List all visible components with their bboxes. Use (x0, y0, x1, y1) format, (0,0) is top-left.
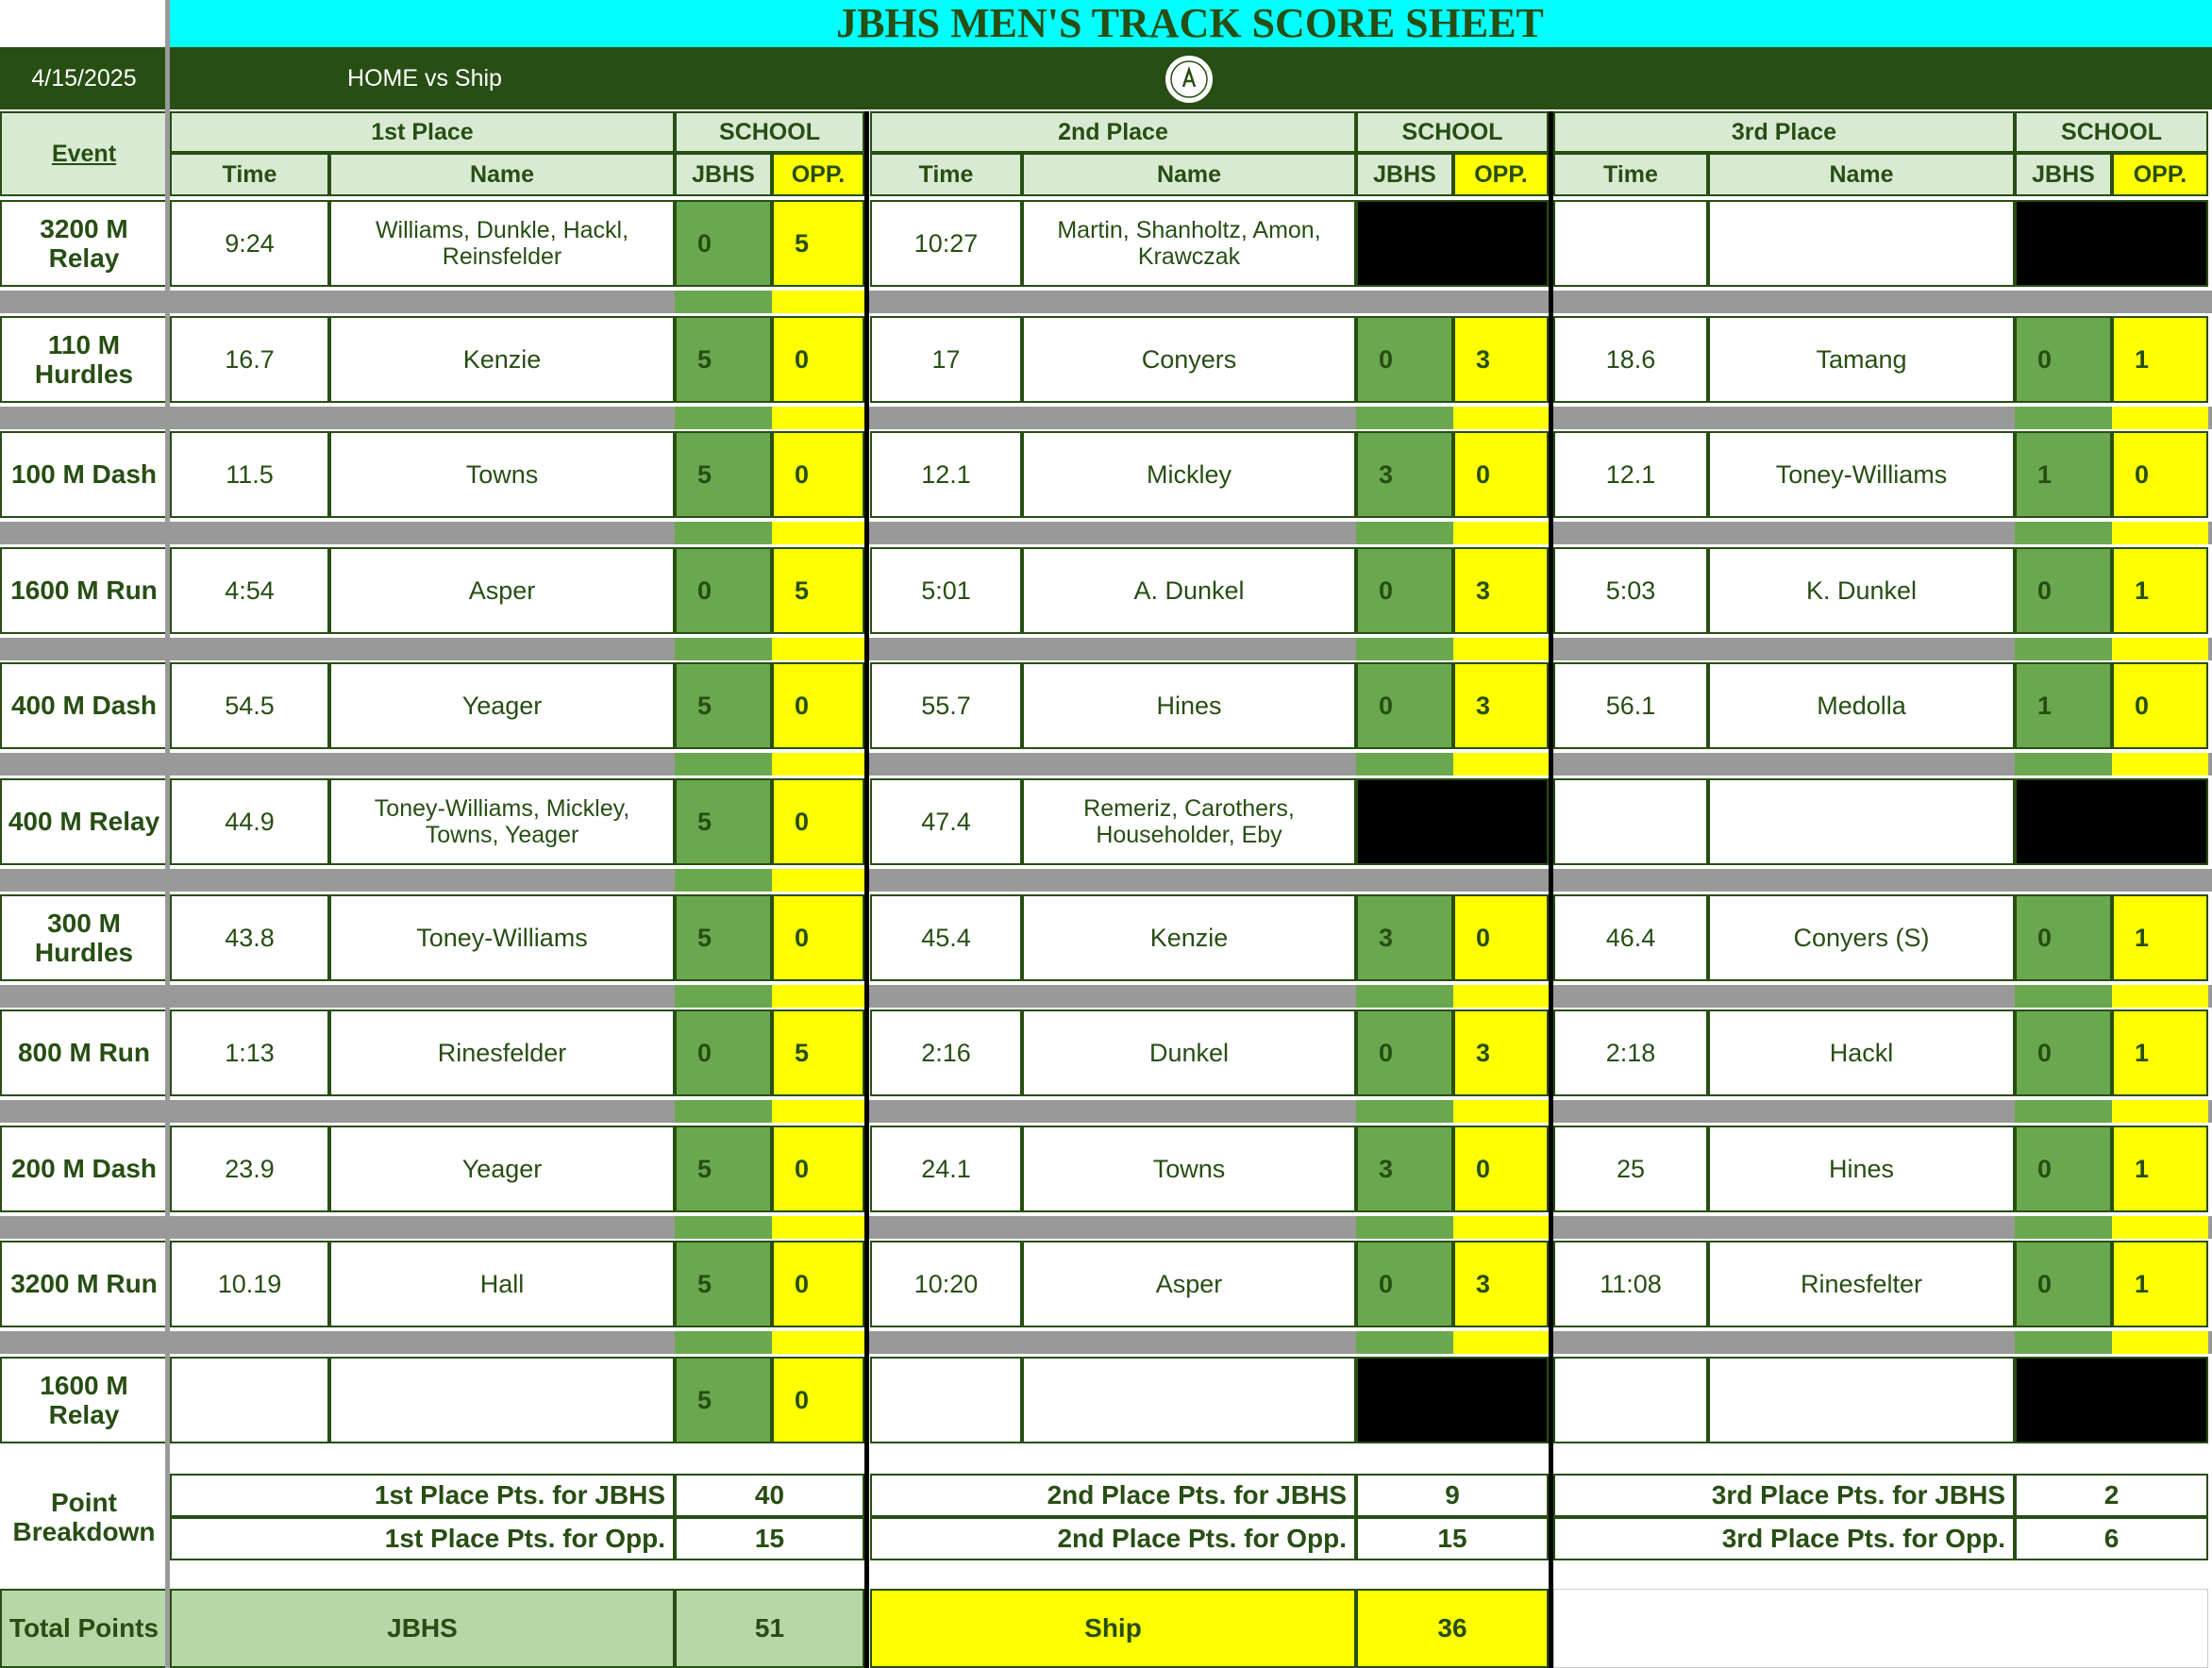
place-3-jbhs-points: 0 (2015, 547, 2112, 634)
separator-jbhs (1356, 407, 1453, 429)
place-3-jbhs-points: 0 (2015, 316, 2112, 403)
column-divider (864, 111, 869, 1668)
separator-jbhs (2015, 638, 2112, 660)
row-separator (0, 1100, 2212, 1123)
place-1-time: 1:13 (170, 1009, 329, 1096)
place-2-opp-points: 3 (1453, 547, 1549, 634)
place-3-name: K. Dunkel (1708, 547, 2015, 634)
place-1-name: Yeager (329, 1126, 675, 1212)
separator-opp (2112, 1100, 2208, 1123)
separator-jbhs (1356, 1331, 1453, 1354)
place-2-time: 12.1 (870, 431, 1022, 518)
total-empty-area (1553, 1589, 2208, 1668)
place-1-time: 4:54 (170, 547, 329, 634)
place-1-name: Rinesfelder (329, 1009, 675, 1096)
place-3-opp-points: 1 (2112, 894, 2208, 981)
place-3-opp-points: 1 (2112, 316, 2208, 403)
column-divider (165, 0, 170, 1668)
place-2-opp-points: 3 (1453, 1241, 1549, 1327)
p2n-name-header: Name (1022, 153, 1356, 196)
place-3-time: 18.6 (1553, 316, 1708, 403)
place-1-opp-points: 0 (772, 894, 864, 981)
separator-jbhs (2015, 407, 2112, 429)
place-1-time: 44.9 (170, 778, 329, 865)
place-3-score-blocked (2015, 200, 2208, 287)
breakdown-p1-jbhs-label: 1st Place Pts. for JBHS (170, 1474, 675, 1517)
breakdown-p2-opp-value: 15 (1356, 1517, 1549, 1560)
separator-jbhs (675, 753, 772, 776)
separator-opp (1453, 522, 1549, 544)
p1t-time-header: Time (170, 153, 329, 196)
place-3-opp-points: 1 (2112, 1009, 2208, 1096)
place-2-jbhs-points: 0 (1356, 662, 1453, 749)
place-2-name: Conyers (1022, 316, 1356, 403)
place-3-name (1708, 200, 2015, 287)
place-3-time: 25 (1553, 1126, 1708, 1212)
place-1-name: Kenzie (329, 316, 675, 403)
place-2-jbhs-points: 0 (1356, 547, 1453, 634)
event-name: 400 M Dash (0, 662, 168, 749)
place-2-time: 55.7 (870, 662, 1022, 749)
meet-date: 4/15/2025 (0, 47, 168, 109)
separator-jbhs (675, 1331, 772, 1354)
place-3-name: Medolla (1708, 662, 2015, 749)
event-name: 3200 M Run (0, 1241, 168, 1327)
place-3-jbhs-points: 1 (2015, 662, 2112, 749)
row-separator (0, 1216, 2212, 1239)
place-1-name: Towns (329, 431, 675, 518)
place-1-jbhs-points: 5 (675, 778, 772, 865)
breakdown-p2-opp-label: 2nd Place Pts. for Opp. (870, 1517, 1356, 1560)
place-1-name: Toney-Williams, Mickley, Towns, Yeager (329, 778, 675, 865)
separator-jbhs (2015, 1331, 2112, 1354)
separator-jbhs (675, 291, 772, 313)
breakdown-p3-jbhs-label: 3rd Place Pts. for JBHS (1553, 1474, 2015, 1517)
separator-blank (2015, 869, 2112, 892)
place-1-jbhs-points: 5 (675, 1241, 772, 1327)
separator-opp (2112, 1216, 2208, 1239)
place-3-opp-points: 1 (2112, 1126, 2208, 1212)
place-3-score-blocked (2015, 778, 2208, 865)
separator-jbhs (1356, 1216, 1453, 1239)
separator-opp (772, 1100, 864, 1123)
place-1-jbhs-points: 5 (675, 431, 772, 518)
place-2-opp-points: 0 (1453, 894, 1549, 981)
place-1-jbhs-points: 5 (675, 1126, 772, 1212)
place-2-time: 45.4 (870, 894, 1022, 981)
separator-blank (1356, 869, 1453, 892)
total-points-label: Total Points (0, 1589, 168, 1668)
place-3-name: Toney-Williams (1708, 431, 2015, 518)
p1o-opp-header: OPP. (772, 153, 864, 196)
total-home-points: 51 (675, 1589, 864, 1668)
place-3-jbhs-points: 0 (2015, 1126, 2112, 1212)
p3o-opp-header: OPP. (2112, 153, 2208, 196)
place-3-opp-points: 0 (2112, 662, 2208, 749)
separator-jbhs (2015, 1216, 2112, 1239)
event-name: 300 M Hurdles (0, 894, 168, 981)
place-2-time: 2:16 (870, 1009, 1022, 1096)
place-2-opp-points: 3 (1453, 662, 1549, 749)
place-3-time: 12.1 (1553, 431, 1708, 518)
event-header: Event (0, 111, 168, 196)
place-2-time: 5:01 (870, 547, 1022, 634)
place-3-opp-points: 0 (2112, 431, 2208, 518)
event-name: 3200 M Relay (0, 200, 168, 287)
place-1-opp-points: 0 (772, 662, 864, 749)
separator-jbhs (1356, 522, 1453, 544)
separator-jbhs (675, 407, 772, 429)
place-3-time: 46.4 (1553, 894, 1708, 981)
place-1-opp-points: 0 (772, 1126, 864, 1212)
place-1-opp-points: 0 (772, 431, 864, 518)
place-2-opp-points: 3 (1453, 1009, 1549, 1096)
place-3-name: Rinesfelter (1708, 1241, 2015, 1327)
place-1-time: 54.5 (170, 662, 329, 749)
place-1-opp-points: 5 (772, 547, 864, 634)
separator-opp (2112, 638, 2208, 660)
place-3-score-blocked (2015, 1357, 2208, 1443)
total-away-name: Ship (870, 1589, 1356, 1668)
separator-opp (1453, 1100, 1549, 1123)
column-divider (1549, 111, 1553, 1668)
event-name: 1600 M Relay (0, 1357, 168, 1443)
separator-opp (1453, 985, 1549, 1008)
school-logo (1163, 53, 1215, 106)
place-1-name: Hall (329, 1241, 675, 1327)
row-separator (0, 291, 2212, 313)
place-3-jbhs-points: 0 (2015, 1241, 2112, 1327)
separator-opp (772, 291, 864, 313)
place-3-time (1553, 778, 1708, 865)
breakdown-p3-opp-value: 6 (2015, 1517, 2208, 1560)
place-1-jbhs-points: 5 (675, 894, 772, 981)
separator-jbhs (675, 522, 772, 544)
place-1-jbhs-points: 5 (675, 316, 772, 403)
separator-jbhs (2015, 1100, 2112, 1123)
place-2-name: A. Dunkel (1022, 547, 1356, 634)
place-2-jbhs-points: 3 (1356, 894, 1453, 981)
place-2-name (1022, 1357, 1356, 1443)
place-1-opp-points: 5 (772, 200, 864, 287)
place-1-time: 11.5 (170, 431, 329, 518)
place-2-name: Dunkel (1022, 1009, 1356, 1096)
separator-opp (1453, 1331, 1549, 1354)
place-1-opp-points: 0 (772, 1241, 864, 1327)
separator-opp (772, 1331, 864, 1354)
place-1-jbhs-points: 0 (675, 1009, 772, 1096)
place-1-name: Williams, Dunkle, Hackl, Reinsfelder (329, 200, 675, 287)
separator-opp (2112, 407, 2208, 429)
place-2-jbhs-points: 0 (1356, 1241, 1453, 1327)
separator-jbhs (1356, 985, 1453, 1008)
place-2-time (870, 1357, 1022, 1443)
school-seal-icon (1163, 53, 1215, 106)
place-1-opp-points: 5 (772, 1009, 864, 1096)
place-1-time (170, 1357, 329, 1443)
p1n-name-header: Name (329, 153, 675, 196)
place-1-time: 43.8 (170, 894, 329, 981)
place-1-time: 10.19 (170, 1241, 329, 1327)
breakdown-label: Point Breakdown (0, 1474, 168, 1560)
place-3-jbhs-points: 1 (2015, 431, 2112, 518)
place-1-time: 23.9 (170, 1126, 329, 1212)
separator-opp (772, 869, 864, 892)
p2t-time-header: Time (870, 153, 1022, 196)
title-corner (0, 0, 168, 47)
event-name: 100 M Dash (0, 431, 168, 518)
separator-opp (1453, 407, 1549, 429)
separator-jbhs (675, 869, 772, 892)
separator-blank (1356, 291, 1453, 313)
place-2-name: Towns (1022, 1126, 1356, 1212)
place-3-time: 2:18 (1553, 1009, 1708, 1096)
separator-opp (2112, 753, 2208, 776)
place-2-time: 10:20 (870, 1241, 1022, 1327)
place-2-jbhs-points: 0 (1356, 316, 1453, 403)
place-3-time (1553, 200, 1708, 287)
place-2-score-blocked (1356, 778, 1549, 865)
total-home-name: JBHS (170, 1589, 675, 1668)
place-1-jbhs-points: 5 (675, 662, 772, 749)
place-1-name (329, 1357, 675, 1443)
separator-jbhs (2015, 985, 2112, 1008)
place-2-name: Remeriz, Carothers, Householder, Eby (1022, 778, 1356, 865)
school-3-header: SCHOOL (2015, 111, 2208, 153)
breakdown-p3-jbhs-value: 2 (2015, 1474, 2208, 1517)
place-2-score-blocked (1356, 200, 1549, 287)
separator-jbhs (1356, 1100, 1453, 1123)
place-2-time: 47.4 (870, 778, 1022, 865)
place-2-name: Hines (1022, 662, 1356, 749)
place-1-opp-points: 0 (772, 778, 864, 865)
separator-opp (2112, 522, 2208, 544)
place-2-name: Kenzie (1022, 894, 1356, 981)
place-3-opp-points: 1 (2112, 1241, 2208, 1327)
place-2-time: 24.1 (870, 1126, 1022, 1212)
separator-opp (1453, 753, 1549, 776)
place-1-jbhs-points: 5 (675, 1357, 772, 1443)
breakdown-p1-opp-value: 15 (675, 1517, 864, 1560)
place-1-jbhs-points: 0 (675, 547, 772, 634)
place-3-name: Conyers (S) (1708, 894, 2015, 981)
place-1-opp-points: 0 (772, 316, 864, 403)
total-away-points: 36 (1356, 1589, 1549, 1668)
row-separator (0, 985, 2212, 1008)
row-separator (0, 869, 2212, 892)
place-3-header: 3rd Place (1553, 111, 2015, 153)
sheet-title: JBHS MEN'S TRACK SCORE SHEET (168, 0, 2212, 47)
place-3-name (1708, 778, 2015, 865)
place-2-opp-points: 0 (1453, 1126, 1549, 1212)
row-separator (0, 753, 2212, 776)
place-2-jbhs-points: 3 (1356, 1126, 1453, 1212)
event-name: 200 M Dash (0, 1126, 168, 1212)
separator-opp (1453, 1216, 1549, 1239)
row-separator (0, 522, 2212, 544)
separator-opp (2112, 1331, 2208, 1354)
breakdown-p2-jbhs-label: 2nd Place Pts. for JBHS (870, 1474, 1356, 1517)
separator-opp (2112, 985, 2208, 1008)
school-2-header: SCHOOL (1356, 111, 1549, 153)
row-separator (0, 1331, 2212, 1354)
p3j-jbhs-header: JBHS (2015, 153, 2112, 196)
separator-jbhs (675, 638, 772, 660)
event-name: 1600 M Run (0, 547, 168, 634)
p3t-time-header: Time (1553, 153, 1708, 196)
separator-jbhs (675, 1100, 772, 1123)
place-1-name: Toney-Williams (329, 894, 675, 981)
separator-jbhs (2015, 753, 2112, 776)
place-3-name (1708, 1357, 2015, 1443)
p1j-jbhs-header: JBHS (675, 153, 772, 196)
separator-jbhs (675, 1216, 772, 1239)
place-1-time: 9:24 (170, 200, 329, 287)
place-1-name: Yeager (329, 662, 675, 749)
separator-jbhs (2015, 522, 2112, 544)
place-3-opp-points: 1 (2112, 547, 2208, 634)
place-2-time: 17 (870, 316, 1022, 403)
p2j-jbhs-header: JBHS (1356, 153, 1453, 196)
place-2-name: Mickley (1022, 431, 1356, 518)
row-separator (0, 407, 2212, 429)
place-2-opp-points: 0 (1453, 431, 1549, 518)
place-1-time: 16.7 (170, 316, 329, 403)
separator-opp (772, 638, 864, 660)
place-3-name: Hines (1708, 1126, 2015, 1212)
place-2-header: 2nd Place (870, 111, 1356, 153)
breakdown-p3-opp-label: 3rd Place Pts. for Opp. (1553, 1517, 2015, 1560)
breakdown-p1-jbhs-value: 40 (675, 1474, 864, 1517)
place-1-jbhs-points: 0 (675, 200, 772, 287)
place-1-opp-points: 0 (772, 1357, 864, 1443)
breakdown-p2-jbhs-value: 9 (1356, 1474, 1549, 1517)
place-2-opp-points: 3 (1453, 316, 1549, 403)
place-2-jbhs-points: 3 (1356, 431, 1453, 518)
p3n-name-header: Name (1708, 153, 2015, 196)
separator-opp (772, 522, 864, 544)
place-2-name: Martin, Shanholtz, Amon, Krawczak (1022, 200, 1356, 287)
place-3-name: Hackl (1708, 1009, 2015, 1096)
separator-opp (772, 753, 864, 776)
place-3-jbhs-points: 0 (2015, 1009, 2112, 1096)
place-3-time: 11:08 (1553, 1241, 1708, 1327)
separator-opp (1453, 638, 1549, 660)
separator-opp (772, 1216, 864, 1239)
separator-opp (772, 407, 864, 429)
place-2-name: Asper (1022, 1241, 1356, 1327)
p2o-opp-header: OPP. (1453, 153, 1549, 196)
place-1-header: 1st Place (170, 111, 675, 153)
place-1-name: Asper (329, 547, 675, 634)
place-3-time (1553, 1357, 1708, 1443)
place-2-time: 10:27 (870, 200, 1022, 287)
place-3-name: Tamang (1708, 316, 2015, 403)
separator-blank (2015, 291, 2112, 313)
separator-opp (772, 985, 864, 1008)
place-3-jbhs-points: 0 (2015, 894, 2112, 981)
place-3-time: 56.1 (1553, 662, 1708, 749)
breakdown-p1-opp-label: 1st Place Pts. for Opp. (170, 1517, 675, 1560)
separator-jbhs (675, 985, 772, 1008)
event-name: 400 M Relay (0, 778, 168, 865)
meet-matchup: HOME vs Ship (347, 65, 502, 92)
event-name: 800 M Run (0, 1009, 168, 1096)
row-separator (0, 638, 2212, 660)
event-name: 110 M Hurdles (0, 316, 168, 403)
separator-jbhs (1356, 638, 1453, 660)
separator-jbhs (1356, 753, 1453, 776)
place-2-jbhs-points: 0 (1356, 1009, 1453, 1096)
school-1-header: SCHOOL (675, 111, 864, 153)
place-3-time: 5:03 (1553, 547, 1708, 634)
place-2-score-blocked (1356, 1357, 1549, 1443)
